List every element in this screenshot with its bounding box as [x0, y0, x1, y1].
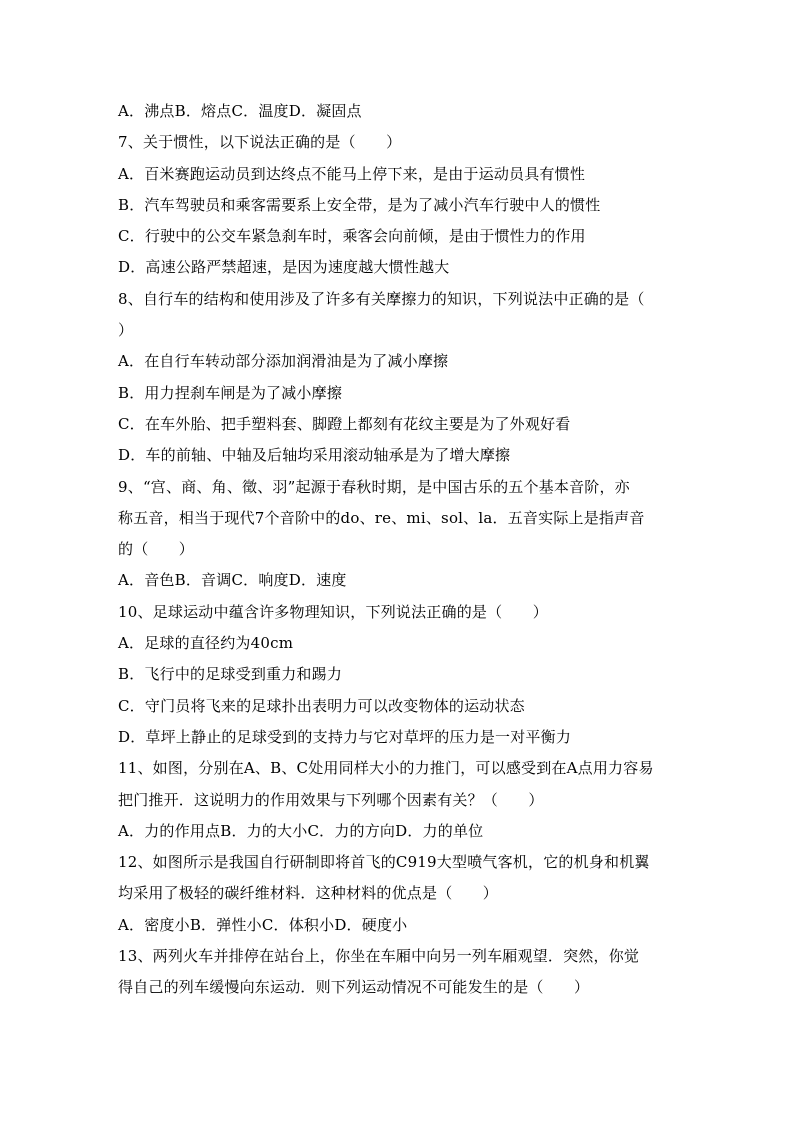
question-7-option-d: D．高速公路严禁超速，是因为速度越大惯性越大: [118, 258, 450, 277]
answer-options-q6: A．沸点B．熔点C．温度D．凝固点: [118, 102, 362, 120]
question-13-stem: 13、两列火车并排停在站台上，你坐在车厢中向另一列车厢观望．突然，你觉: [118, 947, 640, 966]
question-10-stem: 10、足球运动中蕴含许多物理知识，下列说法正确的是（ ）: [118, 602, 548, 621]
question-8-option-b: B．用力捏刹车闸是为了减小摩擦: [118, 383, 343, 402]
question-8-option-a: A．在自行车转动部分添加润滑油是为了减小摩擦: [118, 352, 449, 371]
question-8-stem: 8、自行车的结构和使用涉及了许多有关摩擦力的知识，下列说法中正确的是（: [118, 289, 645, 308]
question-10-option-b: B．飞行中的足球受到重力和踢力: [118, 665, 343, 684]
question-text-block: [118, 96, 688, 1004]
question-12-options: A．密度小B．弹性小C．体积小D．硬度小: [118, 915, 408, 934]
question-9-options: A．音色B．音调C．响度D．速度: [118, 571, 347, 590]
question-8-option-c: C．在车外胎、把手塑料套、脚蹬上都刻有花纹主要是为了外观好看: [118, 414, 571, 433]
question-8-option-d: D．车的前轴、中轴及后轴均采用滚动轴承是为了增大摩擦: [118, 446, 511, 465]
question-11-stem-cont: 把门推开．这说明力的作用效果与下列哪个因素有关？（ ）: [118, 790, 544, 809]
question-7-option-c: C．行驶中的公交车紧急刹车时，乘客会向前倾，是由于惯性力的作用: [118, 227, 586, 246]
question-7-option-a: A．百米赛跑运动员到达终点不能马上停下来，是由于运动员具有惯性: [118, 164, 586, 183]
question-11-stem: 11、如图，分别在A、B、C处用同样大小的力推门，可以感受到在A点用力容易: [118, 759, 654, 778]
question-9-stem: 9、“宫、商、角、徵、羽”起源于春秋时期，是中国古乐的五个基本音阶，亦: [118, 477, 630, 496]
question-13-stem-cont: 得自己的列车缓慢向东运动．则下列运动情况不可能发生的是（ ）: [118, 978, 590, 997]
question-8-stem-cont: ）: [118, 321, 134, 340]
question-12-stem: 12、如图所示是我国自行研制即将首飞的C919大型喷气客机，它的机身和机翼: [118, 853, 650, 872]
question-9-stem-cont: 称五音，相当于现代7个音阶中的do、re、mi、sol、la．五音实际上是指声音: [118, 508, 645, 527]
question-10-option-a: A．足球的直径约为40cm: [118, 634, 294, 653]
question-10-option-c: C．守门员将飞来的足球扑出表明力可以改变物体的运动状态: [118, 696, 525, 715]
question-7-stem: 7、关于惯性，以下说法正确的是（ ）: [118, 133, 402, 152]
question-10-option-d: D．草坪上静止的足球受到的支持力与它对草坪的压力是一对平衡力: [118, 727, 572, 746]
question-9-stem-end: 的（ ）: [118, 540, 195, 559]
question-7-option-b: B．汽车驾驶员和乘客需要系上安全带，是为了减小汽车行驶中人的惯性: [118, 195, 601, 214]
question-11-options: A．力的作用点B．力的大小C．力的方向D．力的单位: [118, 821, 484, 840]
question-12-stem-cont: 均采用了极轻的碳纤维材料．这种材料的优点是（ ）: [118, 884, 499, 903]
